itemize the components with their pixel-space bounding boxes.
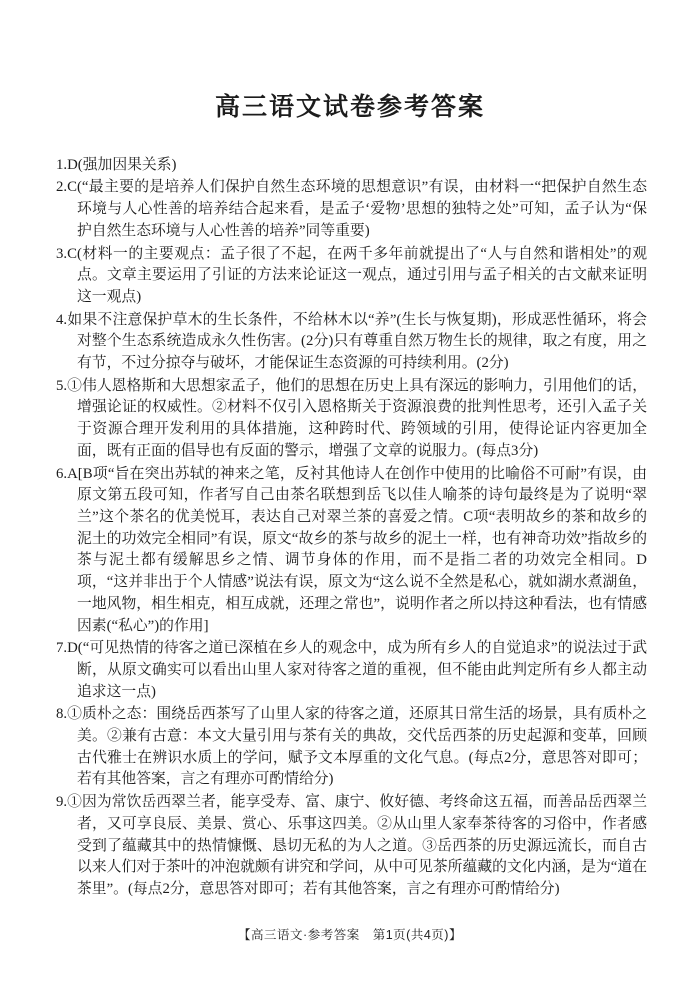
answer-item-6 [56,464,647,638]
page-title: 高三语文试卷参考答案 [214,92,485,121]
item-number: 5. [56,377,68,394]
item-text: A[B项“旨在突出苏轼的神来之笔，反衬其他诗人在创作中使用的比喻俗不可耐”有误，由原文第五段可知，作者写自己由茶名联想到岳飞以佳人喻茶的诗句最终是为了说明“翠兰”这个茶名的优美悦耳，表达自己对翠兰茶的喜爱之情。C项“表明故乡的茶和故乡的泥土的功效完全相同”有误，原文“故乡的茶与故乡的泥土一样，也有神奇功效”指故乡的茶与泥土都有缓解思乡之情、调节身体的作用，而不是指二者的功效完全相同。D项，“这并非出于个人情感”说法有误，原文为“这么说不全然是私心，就如湖水煮湖鱼，一地风物，相生相克，相互成就，还理之常也”，说明作者之所以持这种看法，也有情感因素(“私心”)的作用] [67,465,647,634]
answer-item-2 [56,177,647,242]
answer-item-3 [56,244,647,309]
page-footer: 【高三语文·参考答案 第1页(共4页)】 [238,928,462,942]
answers-content [56,155,647,901]
answer-item-1 [56,155,647,177]
item-text: C(材料一的主要观点：孟子很了不起，在两千多年前就提出了“人与自然和谐相处”的观点。文章主要运用了引证的方法来论证这一观点，通过引用与孟子相关的古文献来证明这一观点) [67,245,647,305]
item-text: D(强加因果关系) [67,156,177,173]
item-text: ①伟人恩格斯和大思想家孟子，他们的思想在历史上具有深远的影响力，引用他们的话，增强论证的权威性。②材料不仅引入恩格斯关于资源浪费的批判性思考，还引入孟子关于资源合理开发利用的具体措施，这种跨时代、跨领域的引用，使得论证内容更加全面，既有正面的倡导也有反面的警示，增强了文章的说服力。(每点3分) [67,377,647,459]
item-number: 1. [56,156,68,173]
item-text: C(“最主要的是培养人们保护自然生态环境的思想意识”有误，由材料一“把保护自然生态环境与人心性善的培养结合起来看，是孟子‘爱物’思想的独特之处”可知，孟子认为“保护自然生态环境与人心性善的培养”同等重要) [67,179,647,239]
item-number: 8. [56,706,68,723]
item-number: 9. [56,794,68,811]
item-number: 6. [56,465,68,482]
answer-item-5 [56,376,647,463]
item-text: ①质朴之态：围绕岳西茶写了山里人家的待客之道，还原其日常生活的场景，具有质朴之美。②兼有古意：本文大量引用与茶有关的典故，交代岳西茶的历史起源和变革，回顾古代雅士在辨识水质上的学问，赋予文本厚重的文化气息。(每点2分，意思答对即可；若有其他答案，言之有理亦可酌情给分) [67,706,647,788]
item-text: ①因为常饮岳西翠兰者，能享受寿、富、康宁、攸好德、考终命这五福，而善品岳西翠兰者，又可享良辰、美景、赏心、乐事这四美。②从山里人家奉茶待客的习俗中，作者感受到了蕴藏其中的热情慷慨、恳切无私的为人之道。③岳西茶的历史源远流长，而自古以来人们对于茶叶的冲泡就颇有讲究和学问，从中可见茶所蕴藏的文化内涵，是为“道在茶里”。(每点2分，意思答对即可；若有其他答案，言之有理亦可酌情给分) [67,794,647,897]
item-number: 2. [56,179,68,196]
item-number: 3. [56,245,68,262]
answer-item-4 [56,310,647,375]
item-text: 如果不注意保护草木的生长条件，不给林木以“养”(生长与恢复期)，形成恶性循环，将会对整个生态系统造成永久性伤害。(2分)只有尊重自然万物生长的规律，取之有度，用之有节，不过分掠夺与破坏，才能保证生态资源的可持续利用。(2分) [67,311,647,372]
answer-item-9 [56,792,647,901]
answer-item-7 [56,638,647,703]
item-number: 7. [56,640,68,657]
answer-item-8 [56,704,647,791]
item-number: 4. [56,311,68,328]
item-text: D(“可见热情的待客之道已深植在乡人的观念中，成为所有乡人的自觉追求”的说法过于武断，从原文确实可以看出山里人家对待客之道的重视，但不能由此判定所有乡人都主动追求这一点) [67,640,647,700]
